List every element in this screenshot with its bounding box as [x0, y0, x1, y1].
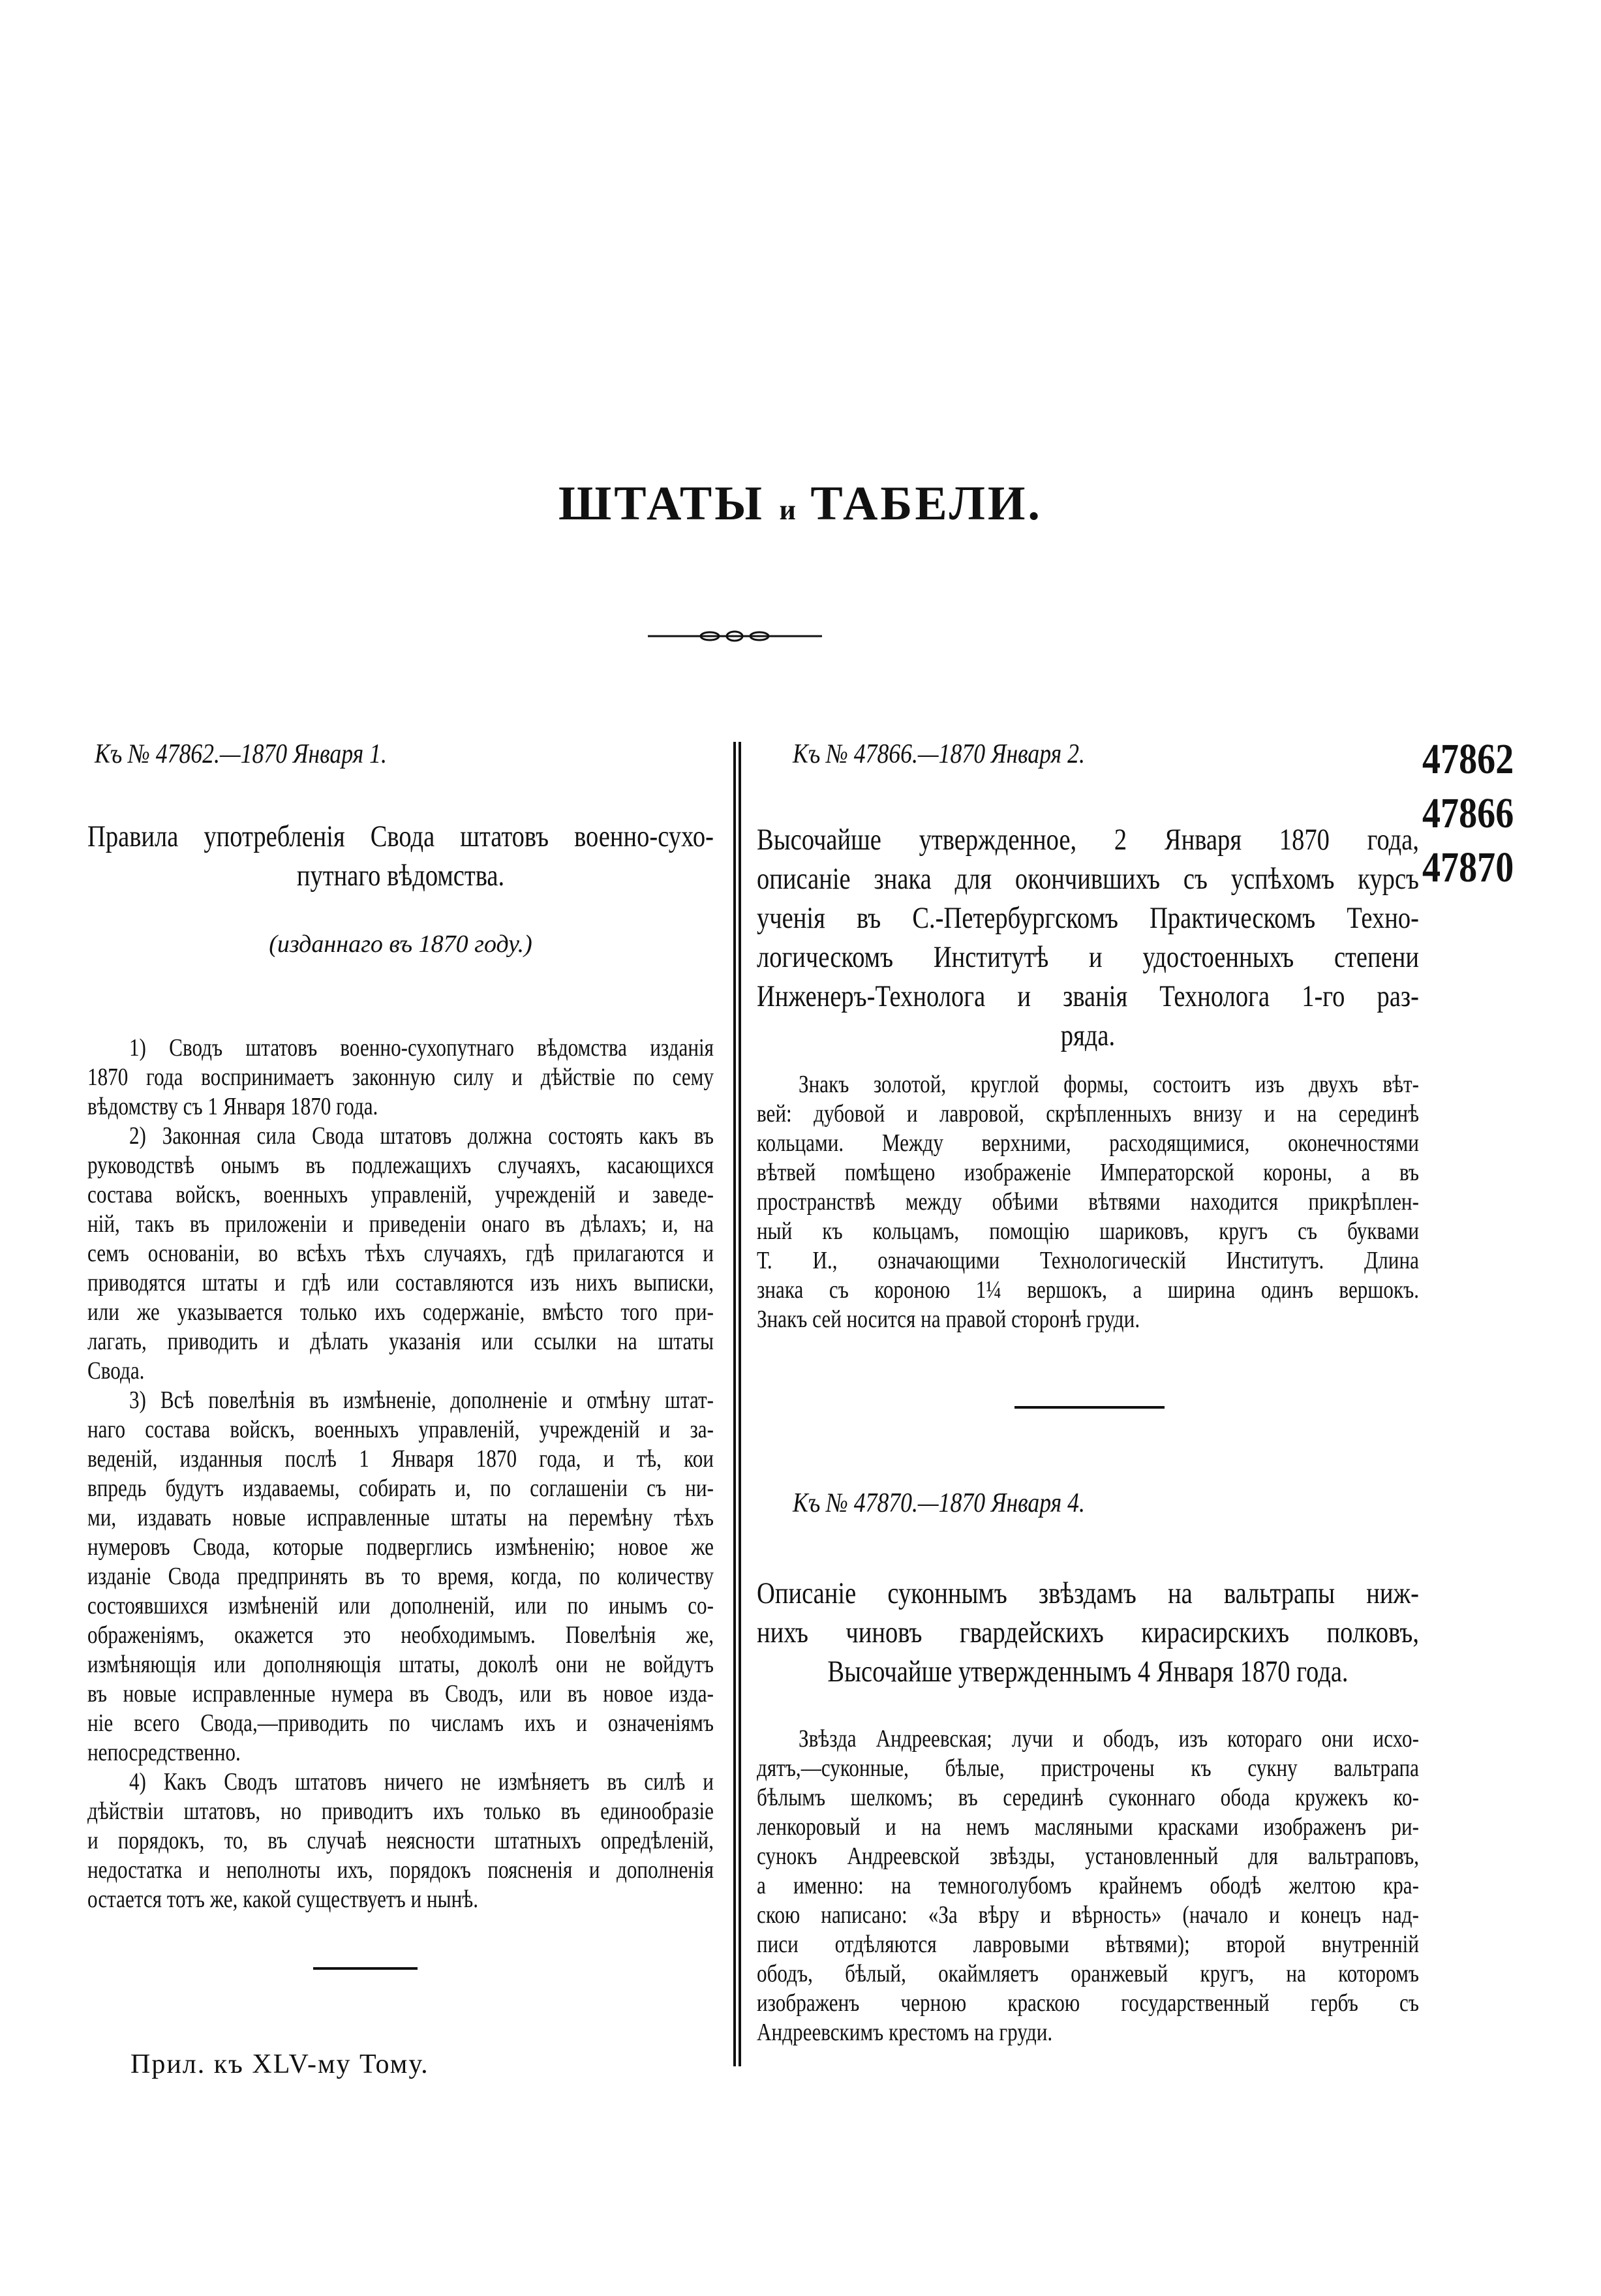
body-line: 1870 года воспринимаетъ законную силу и дѣйствіе по сему	[87, 1064, 714, 1091]
body-line: семъ основаніи, во всѣхъ тѣхъ случаяхъ, гдѣ прилагаются и	[87, 1240, 714, 1267]
heading-line: Описаніе суконнымъ звѣздамъ на вальтрапы ниж-	[757, 1576, 1419, 1610]
body-line: веденій, изданныя послѣ 1 Января 1870 года, и тѣ, кои	[87, 1445, 714, 1473]
body-line: состава войскъ, военныхъ управленій, учрежденій и заведе-	[87, 1181, 714, 1208]
body-line: сунокъ Андреевской звѣзды, установленный для вальтраповъ,	[757, 1843, 1419, 1870]
body-line: вей: дубовой и лавровой, скрѣпленныхъ внизу и на серединѣ	[757, 1100, 1419, 1127]
body-line: Знакъ золотой, круглой формы, состоитъ изъ двухъ вѣт-	[798, 1071, 1419, 1098]
right-entry2-header: Къ № 47870.—1870 Января 4.	[793, 1488, 1085, 1518]
body-line: писи отдѣляются лавровыми вѣтвями); второй внутренній	[757, 1931, 1419, 1958]
body-line: дятъ,—суконные, бѣлые, пристрочены къ сукну вальтрапа	[757, 1754, 1419, 1782]
body-line: лагать, приводить и дѣлать указанія или ссылки на штаты	[87, 1328, 714, 1355]
body-line: 3) Всѣ повелѣнія въ измѣненіе, дополненіе и отмѣну штат-	[129, 1386, 714, 1414]
body-line: дѣйствіи штатовъ, но приводитъ ихъ только въ единообразіе	[87, 1798, 714, 1825]
title-part: ТАБЕЛИ.	[810, 477, 1043, 530]
body-line: Знакъ сей носится на правой сторонѣ груди.	[757, 1306, 1140, 1333]
body-line: изображенъ черною краскою государственный гербъ съ	[757, 1989, 1419, 2017]
body-line: Т. И., означающими Технологическій Институтъ. Длина	[757, 1247, 1419, 1274]
right-entry1-header: Къ № 47866.—1870 Января 2.	[793, 739, 1085, 769]
right-entry2-body	[757, 1724, 1419, 2047]
heading-line: Правила употребленія Свода штатовъ военно-сухо-	[87, 819, 714, 853]
body-line: ображеніямъ, окажется это необходимымъ. Повелѣнія же,	[87, 1621, 714, 1649]
margin-number: 47870	[1422, 844, 1514, 891]
body-line: вѣдомству съ 1 Января 1870 года.	[87, 1093, 378, 1120]
body-line: въ новые исправленные нумера въ Сводъ, или въ новое изда-	[87, 1680, 714, 1707]
right-entry1-heading	[757, 820, 1419, 1055]
body-line: ми, издавать новые исправленные штаты на перемѣну тѣхъ	[87, 1504, 714, 1531]
body-line: нумеровъ Свода, которые подверглись измѣненію; новое же	[87, 1533, 714, 1561]
body-line: ободъ, бѣлый, окаймляетъ оранжевый кругъ, на которомъ	[757, 1960, 1419, 1987]
left-entry-header: Къ № 47862.—1870 Января 1.	[95, 739, 387, 769]
section-rule	[313, 1967, 418, 1970]
body-line: или же указывается только ихъ содержаніе, вмѣсто того при-	[87, 1298, 714, 1326]
heading-line: Высочайше утвержденное, 2 Января 1870 года,	[757, 823, 1419, 857]
right-entry1-body	[757, 1070, 1419, 1334]
body-line: ній, такъ въ приложеніи и приведеніи онаго въ дѣлахъ; и, на	[87, 1210, 714, 1238]
body-line: пространствѣ между обѣими вѣтвями находится прикрѣплен-	[757, 1188, 1419, 1216]
left-entry-heading	[87, 817, 714, 895]
body-line: 4) Какъ Сводъ штатовъ ничего не измѣняетъ въ силѣ и	[129, 1768, 714, 1796]
title-part: и	[779, 494, 796, 526]
body-line: кольцами. Между верхними, расходящимися, оконечностями	[757, 1129, 1419, 1157]
heading-line: нихъ чиновъ гвардейскихъ кирасирскихъ полковъ,	[757, 1615, 1419, 1649]
body-line: изданіе Свода предпринять въ то время, когда, по количеству	[87, 1563, 714, 1590]
left-entry-body	[87, 1033, 714, 1914]
body-line: Андреевскимъ крестомъ на груди.	[757, 2019, 1053, 2046]
left-entry-subheading: (изданнаго въ 1870 году.)	[269, 930, 532, 958]
heading-line: путнаго вѣдомства.	[296, 859, 505, 893]
body-line: 1) Сводъ штатовъ военно-сухопутнаго вѣдомства изданія	[129, 1034, 714, 1062]
body-line: 2) Законная сила Свода штатовъ должна состоять какъ въ	[129, 1122, 714, 1150]
body-line: знака съ короною 1¼ вершокъ, а ширина одинъ вершокъ.	[757, 1276, 1419, 1304]
margin-number: 47866	[1422, 789, 1514, 837]
heading-line: ряда.	[1060, 1018, 1116, 1052]
ornament-divider	[648, 630, 822, 643]
volume-footer: Прил. къ XLV-му Тому.	[130, 2049, 429, 2079]
body-line: ный къ кольцамъ, помощію шариковъ, кругъ съ буквами	[757, 1217, 1419, 1245]
body-line: ніе всего Свода,—приводить по числамъ ихъ и означеніямъ	[87, 1709, 714, 1737]
body-line: состоявшихся измѣненій или дополненій, или по инымъ со-	[87, 1592, 714, 1619]
title-part: ШТАТЫ	[558, 477, 765, 530]
margin-number: 47862	[1422, 735, 1514, 783]
body-line: впредь будутъ издаваемы, собирать и, по соглашеніи съ ни-	[87, 1475, 714, 1502]
body-line: руководствѣ онымъ въ подлежащихъ случаяхъ, касающихся	[87, 1152, 714, 1179]
heading-line: ученія въ С.-Петербургскомъ Практическомъ Техно-	[757, 901, 1419, 935]
column-divider	[733, 742, 741, 2066]
heading-line: описаніе знака для окончившихъ съ успѣхомъ курсъ	[757, 862, 1419, 896]
body-line: а именно: на темноголубомъ крайнемъ ободѣ желтою кра-	[757, 1872, 1419, 1899]
body-line: остается тотъ же, какой существуетъ и нынѣ.	[87, 1886, 478, 1913]
section-rule	[1014, 1406, 1165, 1409]
body-line: ленкоровый и на немъ масляными красками изображенъ ри-	[757, 1813, 1419, 1841]
body-line: бѣлымъ шелкомъ; въ серединѣ суконнаго обода кружекъ ко-	[757, 1784, 1419, 1811]
heading-line: Высочайше утвержденнымъ 4 Января 1870 года.	[827, 1655, 1349, 1689]
body-line: скою написано: «За вѣру и вѣрность» (начало и конецъ над-	[757, 1901, 1419, 1929]
heading-line: логическомъ Институтѣ и удостоенныхъ степени	[757, 940, 1419, 974]
body-line: Свода.	[87, 1357, 145, 1385]
body-line: измѣняющія или дополняющія штаты, доколѣ они не войдутъ	[87, 1651, 714, 1678]
heading-line: Инженеръ-Технолога и званія Технолога 1-го раз-	[757, 979, 1419, 1013]
body-line: приводятся штаты и гдѣ или составляются изъ нихъ выписки,	[87, 1269, 714, 1296]
page-title	[0, 476, 1601, 532]
body-line: недостатка и неполноты ихъ, порядокъ поясненія и дополненія	[87, 1856, 714, 1884]
body-line: наго состава войскъ, военныхъ управленій, учрежденій и за-	[87, 1416, 714, 1443]
body-line: Звѣзда Андреевская; лучи и ободъ, изъ котораго они исхо-	[798, 1725, 1419, 1753]
right-entry2-heading	[757, 1574, 1419, 1691]
body-line: вѣтвей помѣщено изображеніе Императорской короны, а въ	[757, 1159, 1419, 1186]
body-line: непосредственно.	[87, 1739, 241, 1766]
body-line: и порядокъ, то, въ случаѣ неясности штатныхъ опредѣленій,	[87, 1827, 714, 1854]
